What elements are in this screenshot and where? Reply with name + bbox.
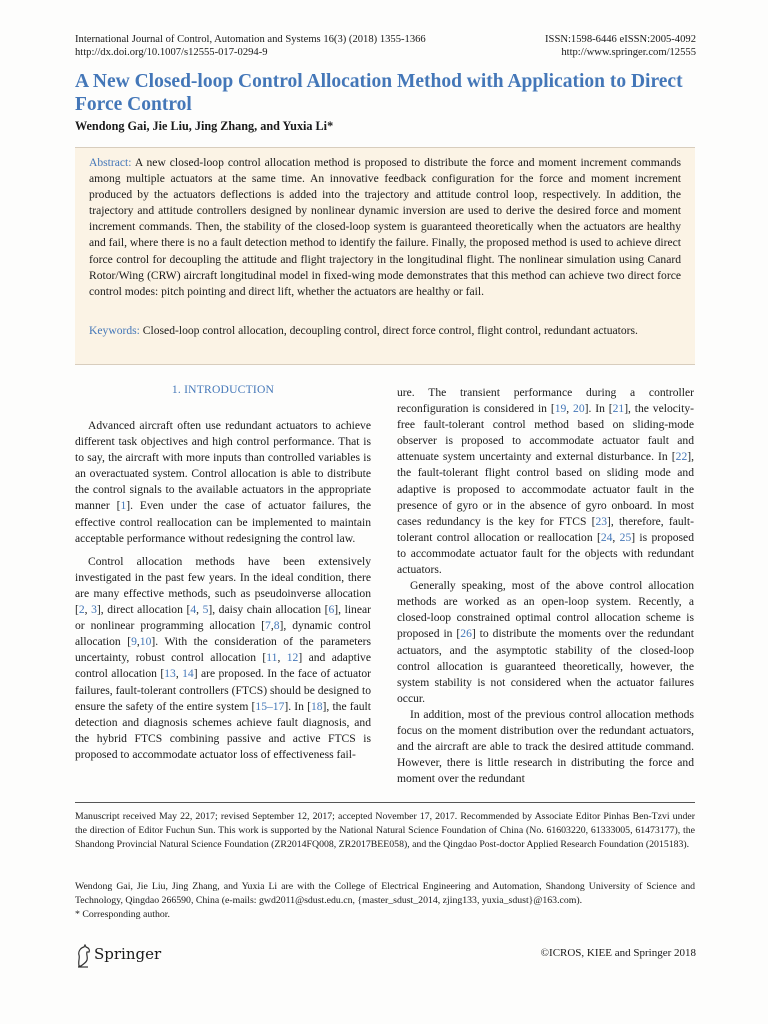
paper-title: A New Closed-loop Control Allocation Method with Application to Direct Force Control xyxy=(75,71,683,115)
paragraph-text: , xyxy=(84,603,92,617)
citation-link[interactable]: 24 xyxy=(600,530,613,544)
springer-horse-icon xyxy=(75,944,93,968)
paragraph-text: , xyxy=(566,402,574,416)
running-header-left xyxy=(75,33,426,59)
citation-link[interactable]: 4 xyxy=(190,603,197,617)
paragraph-text: ], the velocity-free fault-tolerant control method based on sliding-mode observer is proposed to accommodate actuator fault and attenuate system uncertainty and external disturbance. In [ xyxy=(397,402,695,464)
paragraph-text: ]. In [ xyxy=(584,402,613,416)
paragraph xyxy=(75,554,371,763)
paragraph-text: ] are proposed. In the face of actuator failures, fault-tolerant controllers (FTCS) should be designed to ensure the safety of the entire system [ xyxy=(75,667,371,713)
paragraph-text: ]. In [ xyxy=(284,699,311,713)
citation-link[interactable]: 5 xyxy=(202,603,209,617)
issn: ISSN:1598-6446 eISSN:2005-4092 xyxy=(545,34,696,45)
citation-link[interactable]: 14 xyxy=(182,667,194,681)
abstract-label: Abstract: xyxy=(89,156,132,169)
paragraph-text: , xyxy=(270,619,274,633)
footnote-affiliation xyxy=(75,880,695,921)
citation-link[interactable]: 6 xyxy=(328,603,335,617)
paragraph-text: ] is proposed to accommodate actuator fault for the objects with redundant actuators. xyxy=(397,530,694,577)
keywords-text: Closed-loop control allocation, decoupling control, direct force control, flight control, redundant actuators. xyxy=(139,324,638,337)
citation-link[interactable]: 1 xyxy=(120,499,127,513)
abstract-text: A new closed-loop control allocation method is proposed to distribute the force and moment increment commands among multiple actuators at the same time. An innovative feedback configuration for the force and moment increment produced by the actuators deflections is added into the trajectory and attitude control loop, respectively. In addition, the trajectory and attitude controllers designed by nonlinear dynamic inversion are used to derive the desired force and moment increment commands. Then, the stability of the closed-loop system is guaranteed theoretically when the actuators are healthy and fail, where there is no a fault detection method to identify the failure. Finally, the proposed method is used to achieve direct force control for decoupling the attitude and flight trajectory in the longitudinal flight. The nonlinear simulation using Canard Rotor/Wing (CRW) aircraft longitudinal model in fixed-wing mode demonstrates that this method can achieve two direct force control modes: pitch pointing and direct lift, whether the actuators are healthy or fail. xyxy=(89,156,681,298)
paragraph-text: ], linear or nonlinear programming allocation [ xyxy=(75,603,371,633)
paragraph-text: , xyxy=(277,651,287,665)
keywords xyxy=(89,323,681,339)
doi-link[interactable]: http://dx.doi.org/10.1007/s12555-017-0294-9 xyxy=(75,47,268,58)
paragraph-text: ] to distribute the moments over the redundant actuators, and the asymptotic stability of the closed-loop control allocation is guaranteed theoretically, however, the system stability is not considered when the actuator failures occur. xyxy=(397,627,694,705)
citation-link[interactable]: 20 xyxy=(573,402,585,416)
affiliation-text: Wendong Gai, Jie Liu, Jing Zhang, and Yuxia Li are with the College of Electrical Engineering and Automation, Shandong University of Science and Technology, Qingdao 266590, China (e-mails: gwd2011@sdust.edu.cn, {master_sdust_2014, zjing133, yuxia_sdust}@163.com). xyxy=(75,881,695,906)
publisher-logo-text: Springer xyxy=(94,945,162,963)
paragraph-text: Control allocation methods have been extensively investigated in the past few years. In the ideal condition, there are many effective methods, such as pseudoinverse allocation [ xyxy=(75,554,371,617)
paragraph-text: ], therefore, fault-tolerant control allocation or reallocation [ xyxy=(397,514,694,544)
citation-link[interactable]: 19 xyxy=(554,402,567,416)
citation-link[interactable]: 12 xyxy=(286,651,299,665)
citation-link[interactable]: 22 xyxy=(675,450,688,464)
citation-link[interactable]: 21 xyxy=(612,402,625,416)
paragraph: In addition, most of the previous control allocation methods focus on the moment distribution over the redundant actuators, and the aircraft are able to track the desired attitude command. However, there is little research in distributing the force and moment over the redundant xyxy=(397,707,694,786)
citation-link[interactable]: 3 xyxy=(91,603,97,617)
paragraph-text: ure. The transient performance during a controller reconfiguration is considered in [ xyxy=(397,386,694,416)
paragraph-text: ], direct allocation [ xyxy=(96,603,191,617)
paragraph xyxy=(75,418,371,547)
paragraph xyxy=(397,385,694,578)
citation-link[interactable]: 8 xyxy=(273,619,280,633)
citation-link[interactable]: 9 xyxy=(131,635,137,649)
citation-link[interactable]: 2 xyxy=(78,603,85,617)
paragraph-text: ], daisy chain allocation [ xyxy=(208,603,329,617)
paragraph-text: ], the fault-tolerant flight control based on sliding mode and adaptive is proposed to accommodate actuator fault in the presence of gyro or in the absence of gyro onboard. In most cases redundancy is the key for FTCS [ xyxy=(397,450,694,528)
paragraph-text: ], dynamic control allocation [ xyxy=(75,619,371,649)
citation-link[interactable]: 26 xyxy=(460,627,472,641)
citation-link[interactable]: 18 xyxy=(310,699,323,713)
citation-link[interactable]: 25 xyxy=(619,530,632,544)
left-column xyxy=(75,418,371,763)
citation-link[interactable]: 13 xyxy=(164,667,176,681)
journal-url[interactable]: http://www.springer.com/12555 xyxy=(561,47,696,58)
paragraph-text: ] and adaptive control allocation [ xyxy=(75,651,372,681)
citation-link[interactable]: 15–17 xyxy=(255,699,285,713)
paragraph xyxy=(397,578,694,707)
citation-link[interactable]: 7 xyxy=(265,619,271,633)
paragraph-text: , xyxy=(196,603,203,617)
paragraph-text: , xyxy=(136,635,140,649)
abstract xyxy=(89,155,681,300)
corresponding-author-note: * Corresponding author. xyxy=(75,908,170,920)
footnote-rule xyxy=(75,802,695,803)
copyright: ©ICROS, KIEE and Springer 2018 xyxy=(540,947,696,959)
running-header-right xyxy=(545,33,696,59)
paragraph-text: ]. Even under the case of actuator failures, the effective control reallocation can be implemented to maintain acceptable performance without redesigning the control law. xyxy=(75,499,371,545)
citation-link[interactable]: 11 xyxy=(266,651,278,665)
paragraph-text: , xyxy=(612,530,620,544)
right-column xyxy=(397,385,694,787)
paragraph-text: , xyxy=(175,667,183,681)
journal-citation: International Journal of Control, Automation and Systems 16(3) (2018) 1355-1366 xyxy=(75,34,426,45)
citation-link[interactable]: 10 xyxy=(139,635,152,649)
keywords-label: Keywords: xyxy=(89,324,140,337)
paragraph-text: ]. With the consideration of the parameters uncertainty, robust control allocation [ xyxy=(75,635,371,665)
paragraph-text: Generally speaking, most of the above control allocation methods are worked as an open-loop system. Recently, a closed-loop constrained optimal control allocation scheme is proposed in [ xyxy=(397,579,694,641)
footnote-manuscript: Manuscript received May 22, 2017; revised September 12, 2017; accepted November 17, 2017. Recommended by Associate Editor Pinhas Ben-Tzvi under the direction of Editor Fuchun Sun. This work is supported by the National Natural Science Foundation of China (No. 61603220, 61333005, 61473177), the Shandong Provincial Natural Science Foundation (ZR2014FQ008, ZR2017BEE058), and the Qingdao Post-doctor Applied Research Foundation (2015183). xyxy=(75,811,695,850)
author-list: Wendong Gai, Jie Liu, Jing Zhang, and Yuxia Li* xyxy=(75,119,334,133)
citation-link[interactable]: 23 xyxy=(595,514,608,528)
paragraph-text: ], the fault detection and diagnosis schemes achieve fault diagnosis, and the hybrid FTCS combining passive and active FTCS is proposed to accommodate actuator loss of effectiveness fail- xyxy=(75,699,372,761)
paragraph-text: Advanced aircraft often use redundant actuators to achieve different task objectives and high control performance. That is to say, the aircraft with more inputs than controlled variables is an overactuated system. Control allocation is able to distribute the control signals to the available actuators in the appropriate manner [ xyxy=(75,419,371,513)
section-heading-introduction: 1. INTRODUCTION xyxy=(171,383,275,396)
